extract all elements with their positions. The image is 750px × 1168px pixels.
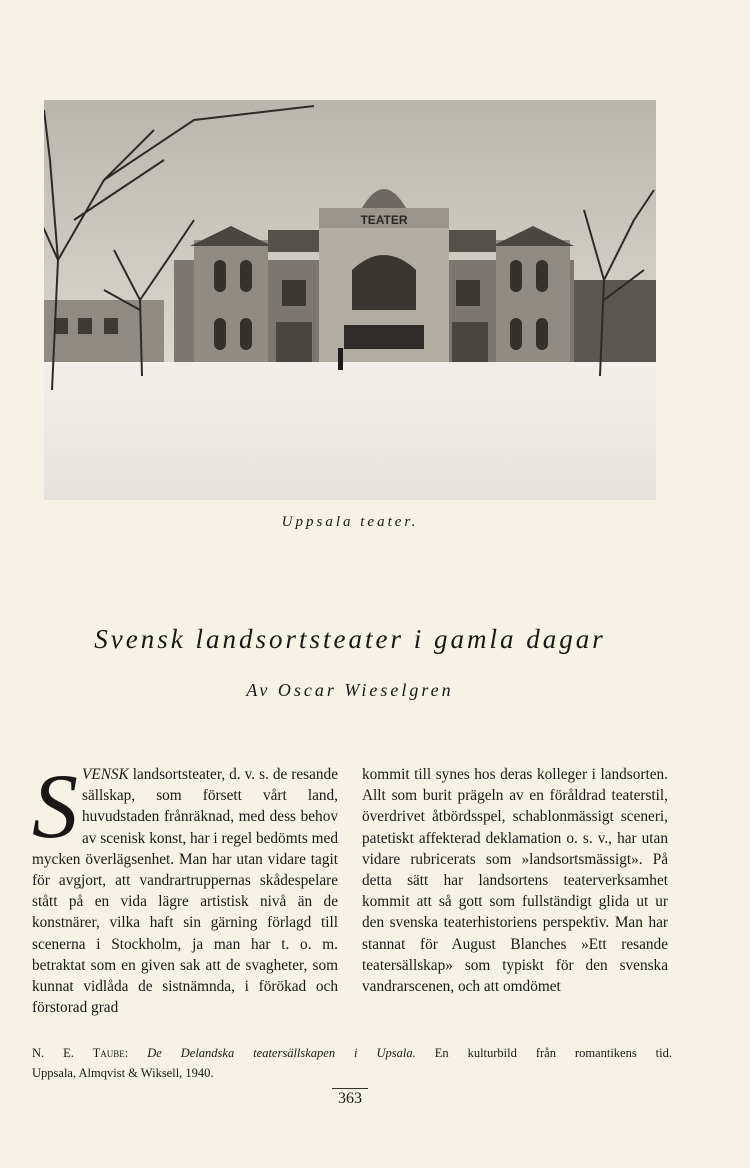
footnote-line-1 [32, 1043, 672, 1063]
article-byline: Av Oscar Wieselgren [246, 680, 454, 700]
article-column-left [32, 755, 338, 1018]
lead-word: VENSK [82, 766, 129, 783]
page-number: 363 [338, 1090, 362, 1107]
photo-caption: Uppsala teater. [281, 514, 419, 530]
page-number-rule [332, 1088, 368, 1089]
article-column-right: kommit till synes hos deras kolleger i landsorten. Allt som burit prägeln av en föråldrad teaterstil, överdrivet åtbördsspel, schablonmässigt sceneri, patetiskt affekterad deklamation o. s. v., har utan vidare rubricerats som »landsortsmässigt». På detta sätt har landsortens teaterverksamhet kommit att så gott som fullständigt glida ut ur den svenska teaterhistoriens perspektiv. Man har stannat för August Blanches »Ett resande teatersällskap» som typiskt för den svenska vandrarscenen, och att omdömet [362, 766, 668, 996]
footnote [32, 1043, 672, 1083]
footnote-title: De Delandska teatersällskapen i Upsala. [147, 1046, 416, 1060]
drop-cap: S [32, 755, 78, 857]
footnote-line-2: Uppsala, Almqvist & Wiksell, 1940. [32, 1066, 214, 1080]
footnote-subtitle: En kulturbild från romantikens tid. [415, 1046, 672, 1060]
theater-photograph [44, 100, 656, 500]
theater-photo-image [44, 100, 656, 500]
article-title: Svensk landsortsteater i gamla dagar [94, 624, 606, 654]
theater-sign-text: TEATER [360, 213, 408, 227]
footnote-author: N. E. Taube: [32, 1046, 129, 1060]
left-column-text: landsortsteater, d. v. s. de resande sällskap, som försett vårt land, huvudstaden frånräknad, med dess behov av scenisk konst, har i regel bedömts med mycken överlägsenhet. Man har utan vidare tagit för avgjort, att vandrartruppernas skådespelare stått på en vida lägre artistisk nivå än de konstnärer, vilka haft sin gärning förlagd till scenerna i Stockholm, ja man har t. o. m. betraktat som en given sak att de svagheter, som kunnat vidlåda de sistnämnda, i förökad och förstorad grad [32, 766, 338, 1017]
